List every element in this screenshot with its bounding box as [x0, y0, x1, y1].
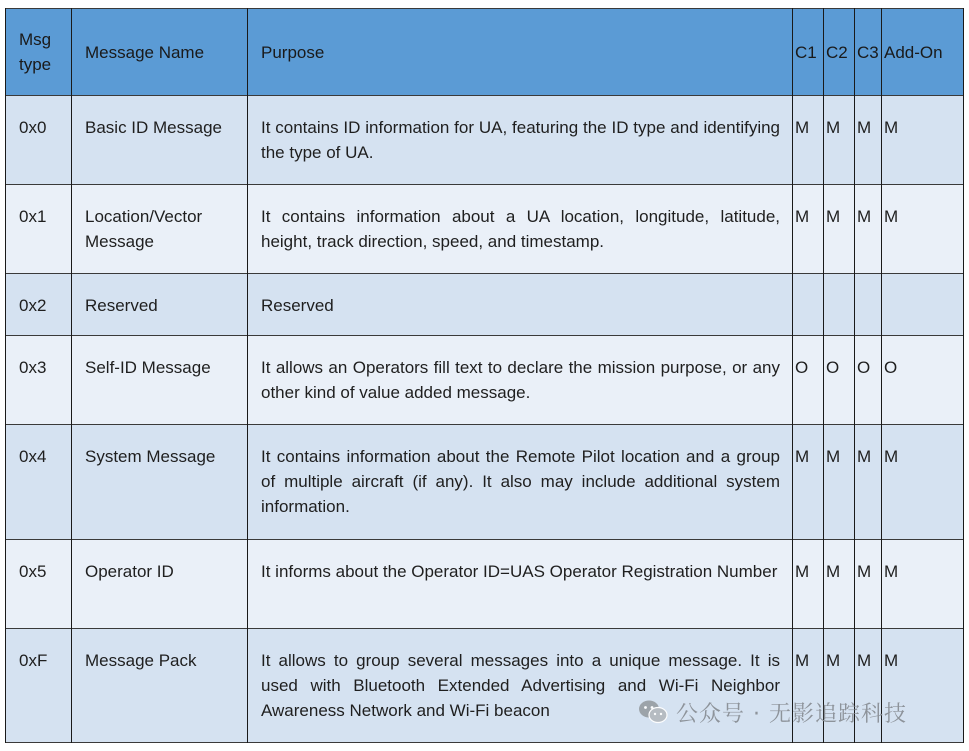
cell-msg-type: 0x5 [6, 540, 72, 629]
table-row [6, 274, 964, 336]
cell-purpose: It contains ID information for UA, featuring the ID type and identifying the type of UA. [248, 96, 793, 185]
cell-c1: M [793, 185, 824, 274]
cell-purpose: Reserved [248, 274, 793, 336]
cell-message-name: System Message [72, 425, 248, 540]
cell-add-on: M [882, 96, 964, 185]
cell-c3: M [855, 425, 882, 540]
cell-c2: M [824, 629, 855, 743]
cell-c1: O [793, 336, 824, 425]
watermark [638, 697, 907, 727]
cell-message-name: Basic ID Message [72, 96, 248, 185]
cell-c3: M [855, 185, 882, 274]
cell-purpose: It allows to group several messages into a unique message. It is used with Bluetooth Extended Advertising and Wi-Fi Neighbor Awareness Network and Wi-Fi beacon [248, 629, 793, 743]
table-row [6, 540, 964, 629]
cell-purpose: It contains information about a UA location, longitude, latitude, height, track direction, speed, and timestamp. [248, 185, 793, 274]
cell-c2 [824, 274, 855, 336]
header-purpose: Purpose [248, 9, 793, 96]
cell-c3 [855, 274, 882, 336]
cell-c3: M [855, 629, 882, 743]
cell-message-name: Operator ID [72, 540, 248, 629]
table-header-row [6, 9, 964, 96]
cell-c1: M [793, 629, 824, 743]
table-row [6, 336, 964, 425]
header-c1: C1 [793, 9, 824, 96]
message-types-table [5, 8, 964, 743]
cell-c2: O [824, 336, 855, 425]
cell-msg-type: 0x1 [6, 185, 72, 274]
cell-c1 [793, 274, 824, 336]
table-row [6, 185, 964, 274]
table-row [6, 96, 964, 185]
cell-purpose: It allows an Operators fill text to declare the mission purpose, or any other kind of value added message. [248, 336, 793, 425]
cell-message-name: Message Pack [72, 629, 248, 743]
wechat-icon [638, 699, 668, 725]
cell-c2: M [824, 96, 855, 185]
cell-c3: O [855, 336, 882, 425]
cell-add-on: M [882, 185, 964, 274]
watermark-text: 公众号 · 无影追踪科技 [676, 701, 907, 727]
cell-msg-type: 0xF [6, 629, 72, 743]
cell-add-on: M [882, 540, 964, 629]
cell-c2: M [824, 425, 855, 540]
cell-c3: M [855, 540, 882, 629]
cell-c2: M [824, 185, 855, 274]
cell-add-on: M [882, 425, 964, 540]
cell-c3: M [855, 96, 882, 185]
cell-msg-type: 0x3 [6, 336, 72, 425]
header-add-on: Add-On [882, 9, 964, 96]
header-message-name: Message Name [72, 9, 248, 96]
header-c3: C3 [855, 9, 882, 96]
cell-msg-type: 0x4 [6, 425, 72, 540]
cell-msg-type: 0x0 [6, 96, 72, 185]
cell-message-name: Reserved [72, 274, 248, 336]
cell-c1: M [793, 540, 824, 629]
table-row [6, 425, 964, 540]
cell-purpose: It informs about the Operator ID=UAS Operator Registration Number [248, 540, 793, 629]
cell-msg-type: 0x2 [6, 274, 72, 336]
header-msg-type: Msg type [6, 9, 72, 96]
header-c2: C2 [824, 9, 855, 96]
cell-c1: M [793, 96, 824, 185]
cell-purpose: It contains information about the Remote Pilot location and a group of multiple aircraft (if any). It also may include additional system information. [248, 425, 793, 540]
cell-add-on [882, 274, 964, 336]
cell-c1: M [793, 425, 824, 540]
cell-c2: M [824, 540, 855, 629]
cell-add-on: O [882, 336, 964, 425]
cell-add-on: M [882, 629, 964, 743]
cell-message-name: Location/Vector Message [72, 185, 248, 274]
cell-message-name: Self-ID Message [72, 336, 248, 425]
